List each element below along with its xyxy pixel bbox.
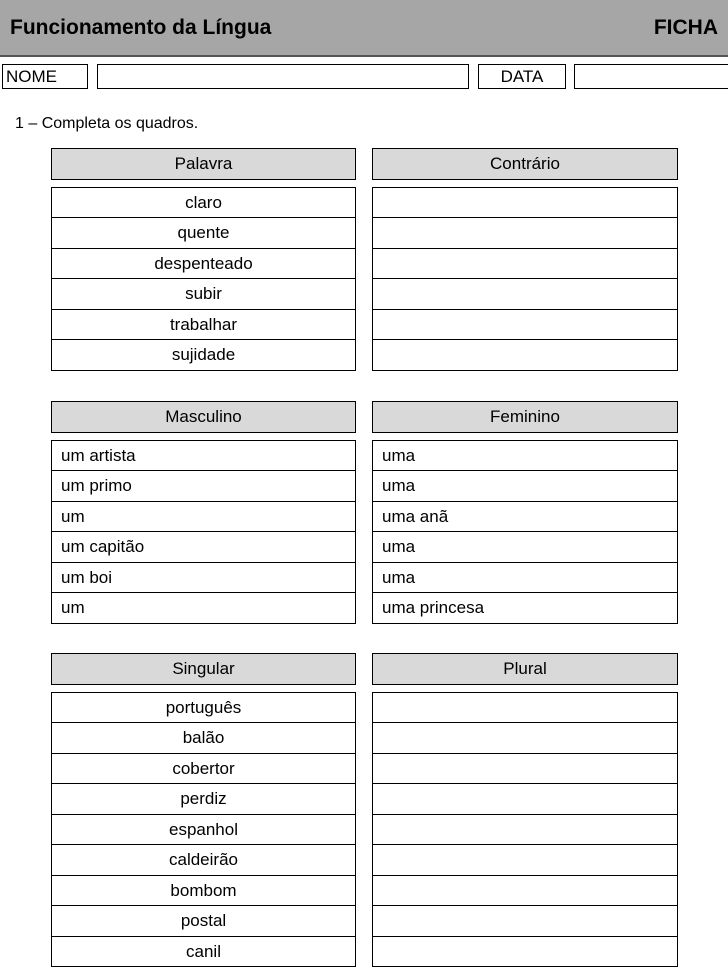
table-row: balão [51, 723, 356, 754]
table-row: caldeirão [51, 845, 356, 876]
answer-cell[interactable] [372, 249, 678, 280]
table-row: espanhol [51, 815, 356, 846]
answer-cell[interactable] [372, 815, 678, 846]
singular-header: Singular [51, 653, 356, 685]
table-row: trabalhar [51, 310, 356, 341]
table-row: claro [51, 187, 356, 218]
answer-cell[interactable] [372, 218, 678, 249]
table-row: cobertor [51, 754, 356, 785]
data-label: DATA [478, 64, 566, 89]
page-title: Funcionamento da Língua [10, 16, 272, 39]
palavra-header: Palavra [51, 148, 356, 180]
answer-cell[interactable]: uma [372, 563, 678, 594]
plural-header: Plural [372, 653, 678, 685]
answer-cell[interactable] [372, 784, 678, 815]
table-row: bombom [51, 876, 356, 907]
table-row: um [51, 593, 356, 624]
answer-cell[interactable] [372, 845, 678, 876]
table-row: quente [51, 218, 356, 249]
contrario-column [372, 187, 678, 371]
ficha-label: FICHA [653, 16, 718, 39]
plural-column [372, 692, 678, 967]
feminino-header: Feminino [372, 401, 678, 433]
table-row: um [51, 502, 356, 533]
palavra-column [51, 187, 356, 371]
answer-cell[interactable] [372, 692, 678, 723]
answer-cell[interactable]: uma anã [372, 502, 678, 533]
answer-cell[interactable]: uma [372, 532, 678, 563]
answer-cell[interactable] [372, 754, 678, 785]
nome-label: NOME [2, 64, 88, 89]
answer-cell[interactable] [372, 723, 678, 754]
table-row: sujidade [51, 340, 356, 371]
masculino-column [51, 440, 356, 624]
data-field[interactable] [574, 64, 728, 89]
answer-cell[interactable] [372, 340, 678, 371]
answer-cell[interactable] [372, 906, 678, 937]
masculino-header: Masculino [51, 401, 356, 433]
answer-cell[interactable] [372, 310, 678, 341]
instruction-text: 1 – Completa os quadros. [15, 115, 199, 132]
page-header [0, 0, 728, 57]
table-row: um artista [51, 440, 356, 471]
table-row: um capitão [51, 532, 356, 563]
answer-cell[interactable]: uma [372, 440, 678, 471]
table-row: português [51, 692, 356, 723]
contrario-header: Contrário [372, 148, 678, 180]
table-row: subir [51, 279, 356, 310]
answer-cell[interactable] [372, 876, 678, 907]
answer-cell[interactable]: uma princesa [372, 593, 678, 624]
nome-field[interactable] [97, 64, 469, 89]
answer-cell[interactable]: uma [372, 471, 678, 502]
answer-cell[interactable] [372, 937, 678, 968]
feminino-column [372, 440, 678, 624]
singular-column [51, 692, 356, 967]
table-row: despenteado [51, 249, 356, 280]
table-row: um boi [51, 563, 356, 594]
table-row: canil [51, 937, 356, 968]
table-row: um primo [51, 471, 356, 502]
table-row: postal [51, 906, 356, 937]
answer-cell[interactable] [372, 187, 678, 218]
table-row: perdiz [51, 784, 356, 815]
answer-cell[interactable] [372, 279, 678, 310]
